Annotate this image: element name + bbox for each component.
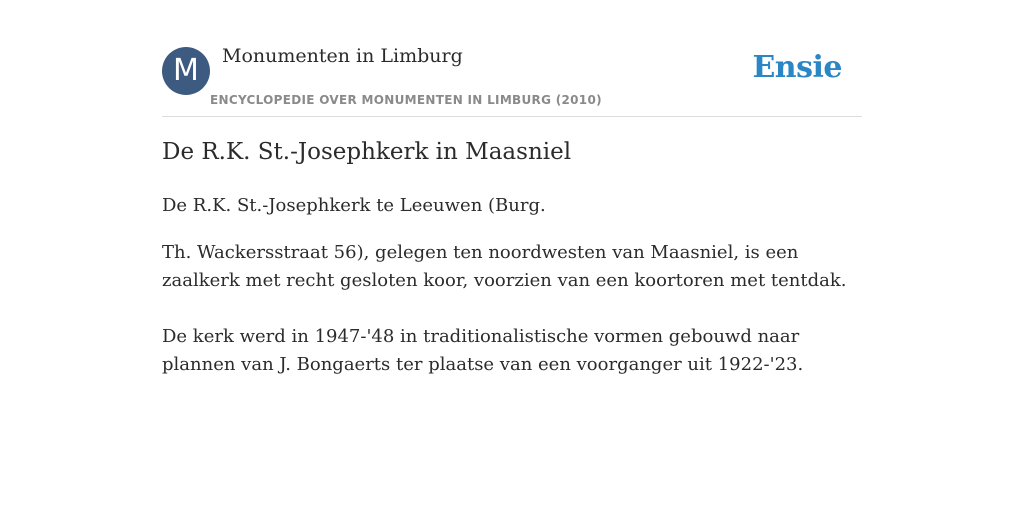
source-subtitle: ENCYCLOPEDIE OVER MONUMENTEN IN LIMBURG (2010)	[210, 93, 602, 107]
brand-logo[interactable]: Ensie	[752, 50, 842, 85]
page-title: De R.K. St.-Josephkerk in Maasniel	[162, 139, 572, 165]
source-title[interactable]: Monumenten in Limburg	[222, 45, 463, 67]
avatar[interactable]: M	[162, 47, 210, 95]
paragraph: De kerk werd in 1947-'48 in traditionalistische vormen gebouwd naar plannen van J. Bongaerts ter plaatse van een voorganger uit 1922-'23.	[162, 326, 804, 375]
paragraph: Th. Wackersstraat 56), gelegen ten noordwesten van Maasniel, is een zaalkerk met recht gesloten koor, voorzien van een koortoren met tentdak.	[162, 242, 847, 291]
page	[162, 0, 862, 375]
header	[162, 0, 862, 117]
paragraph: De R.K. St.-Josephkerk te Leeuwen (Burg.	[162, 195, 546, 216]
